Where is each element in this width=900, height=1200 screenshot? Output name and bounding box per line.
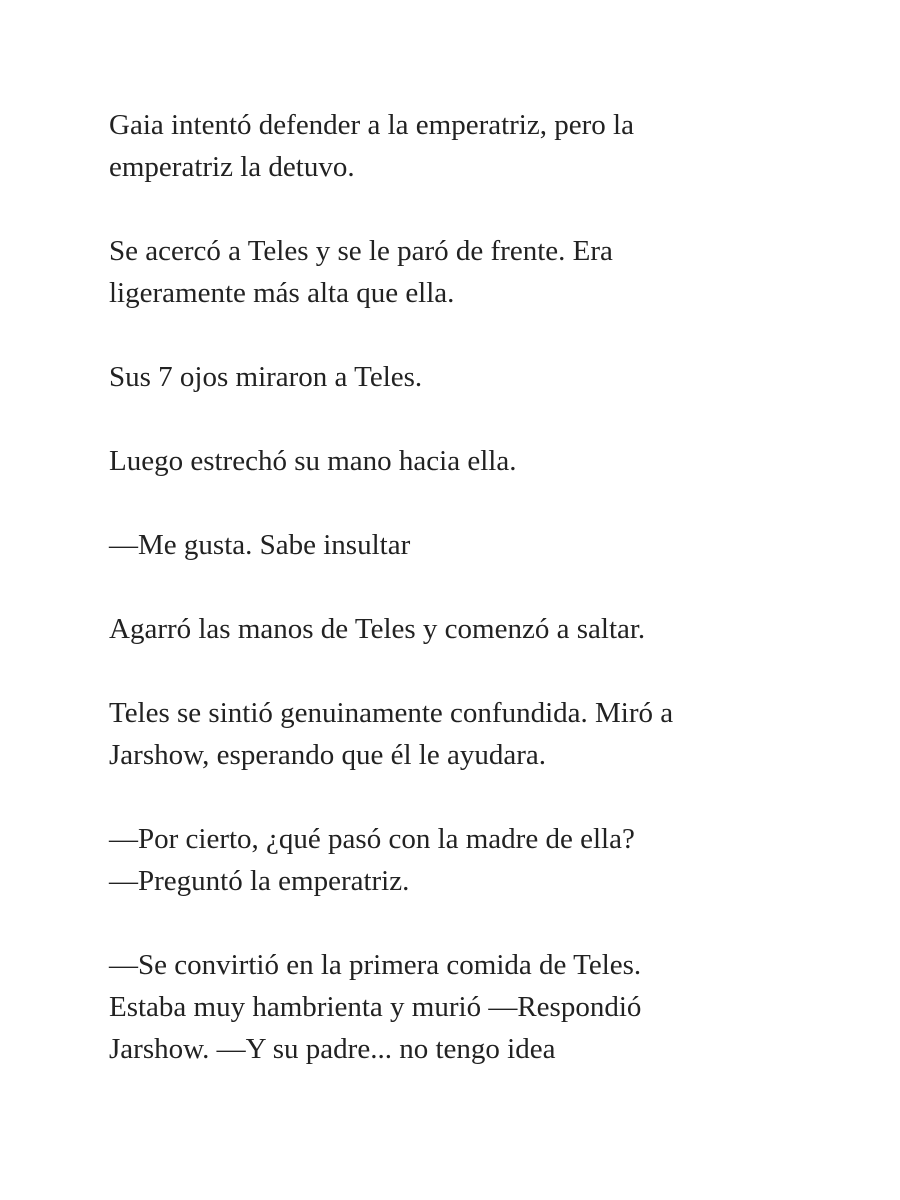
text-line: Luego estrechó su mano hacia ella. [109, 445, 517, 477]
text-line: emperatriz la detuvo. [109, 151, 355, 183]
paragraph [109, 608, 829, 650]
text-line: Agarró las manos de Teles y comenzó a saltar. [109, 613, 646, 645]
text-line: —Se convirtió en la primera comida de Teles. [109, 949, 642, 981]
paragraph [109, 356, 829, 398]
text-line: Teles se sintió genuinamente confundida. Miró a [109, 697, 674, 729]
chapter-text [109, 104, 829, 1112]
paragraph [109, 818, 829, 902]
text-line: Se acercó a Teles y se le paró de frente. Era [109, 235, 613, 267]
text-line: ligeramente más alta que ella. [109, 277, 455, 309]
text-line: Gaia intentó defender a la emperatriz, pero la [109, 109, 634, 141]
text-line: Jarshow. —Y su padre... no tengo idea [109, 1033, 556, 1065]
text-line: Estaba muy hambrienta y murió —Respondió [109, 991, 642, 1023]
paragraph [109, 104, 829, 188]
text-line: Sus 7 ojos miraron a Teles. [109, 361, 423, 393]
text-line: —Por cierto, ¿qué pasó con la madre de ella? [109, 823, 635, 855]
paragraph [109, 524, 829, 566]
text-line: —Me gusta. Sabe insultar [109, 529, 411, 561]
paragraph [109, 230, 829, 314]
paragraph [109, 440, 829, 482]
paragraph [109, 692, 829, 776]
text-line: Jarshow, esperando que él le ayudara. [109, 739, 546, 771]
paragraph [109, 944, 829, 1070]
text-line: —Preguntó la emperatriz. [109, 865, 410, 897]
